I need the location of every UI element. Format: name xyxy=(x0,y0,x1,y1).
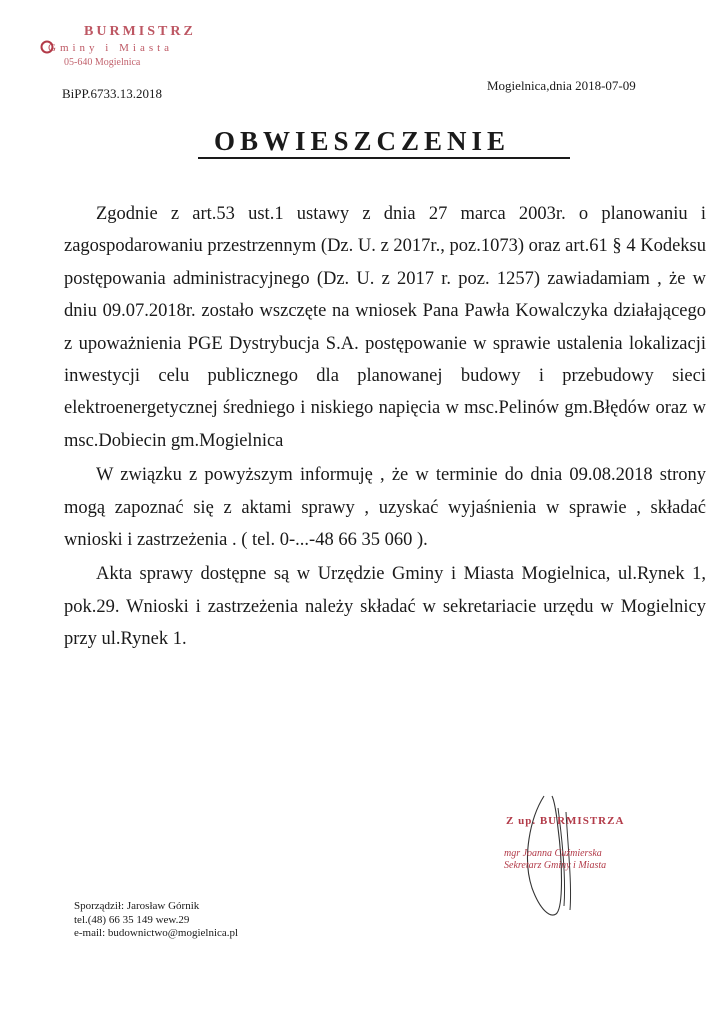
prepared-phone: tel.(48) 66 35 149 wew.29 xyxy=(74,913,190,926)
paragraph-3: Akta sprawy dostępne są w Urzędzie Gminy i Miasta Mogielnica, ul.Rynek 1, pok.29. Wnioski i zastrzeżenia należy składać w sekretariacie urzędu w Mogielnicy przy ul.Rynek 1. xyxy=(64,564,706,650)
signature-name: mgr Joanna Cuźmierska xyxy=(504,848,602,859)
stamp-line-3: 05-640 Mogielnica xyxy=(64,57,141,68)
prepared-name: Sporządził: Jarosław Górnik xyxy=(74,900,200,912)
prepared-by xyxy=(74,900,238,941)
paragraph-2: W związku z powyższym informuję , że w terminie do dnia 09.08.2018 strony mogą zapoznać się z aktami sprawy , uzyskać wyjaśnienia w sprawie , składać wnioski i zastrzeżenia . ( tel. 0-...-48 66 35 060 ). xyxy=(64,465,706,551)
document-title: OBWIESZCZENIE xyxy=(213,126,511,156)
stamp-line-2: Gminy i Miasta xyxy=(48,42,174,54)
signature-role: Sekretarz Gminy i Miasta xyxy=(504,860,607,871)
reference-number: BiPP.6733.13.2018 xyxy=(62,86,163,101)
stamp-title: BURMISTRZ xyxy=(84,24,196,39)
prepared-email: e-mail: budownictwo@mogielnica.pl xyxy=(74,927,239,939)
title-underline xyxy=(198,157,570,159)
paragraph-1: Zgodnie z art.53 ust.1 ustawy z dnia 27 marca 2003r. o planowaniu i zagospodarowaniu przestrzennym (Dz. U. z 2017r., poz.1073) oraz art.61 § 4 Kodeksu postępowania administracyjnego (Dz. U. z 2017 r. poz. 1257) zawiadamiam , że w dniu 09.07.2018r. zostało wszczęte na wniosek Pana Pawła Kowalczyka działającego z upoważnienia PGE Dystrybucja S.A. postępowanie w sprawie ustalenia lokalizacji inwestycji celu publicznego dla planowanej budowy i przebudowy sieci elektroenergetycznej średniego i niskiego napięcia w msc.Pelinów gm.Błędów oraz w msc.Dobiecin gm.Mogielnica xyxy=(64,204,706,451)
signature-title: Z up. BURMISTRZA xyxy=(506,815,625,827)
signature-block xyxy=(492,788,692,938)
place-date: Mogielnica,dnia 2018-07-09 xyxy=(487,78,636,93)
document-body xyxy=(64,198,706,656)
